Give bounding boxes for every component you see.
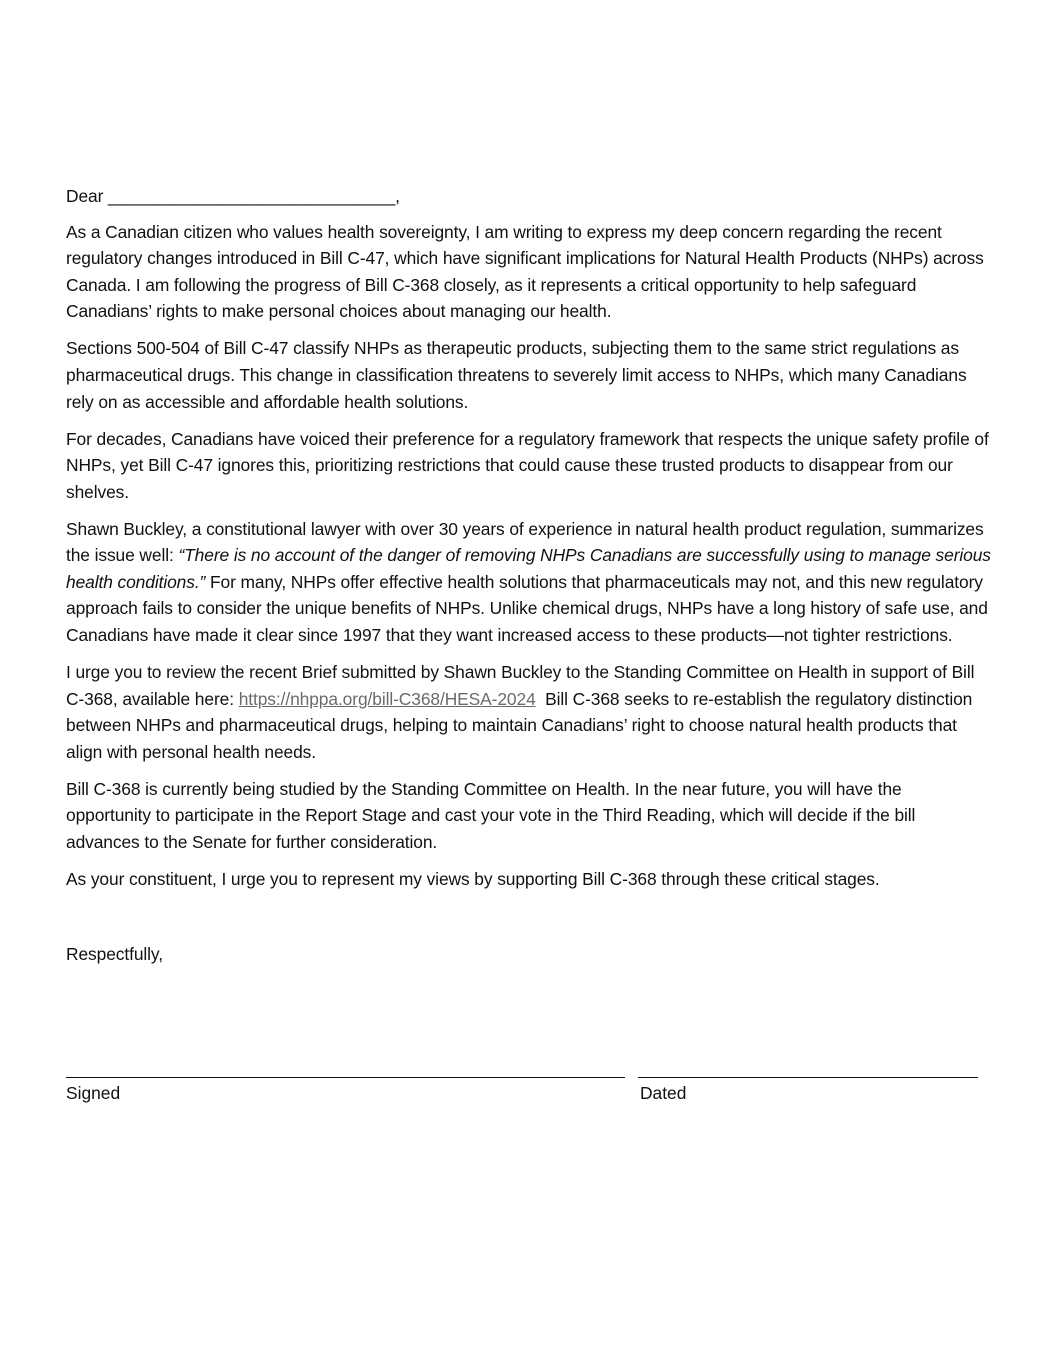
signed-label: Signed: [66, 1083, 121, 1103]
paragraph-brief-text-a: I urge you to review the recent Brief submitted by Shawn Buckley to the Standing Committee on Health in support of Bill C-368, available here:: [66, 662, 975, 709]
signature-line: [66, 1077, 625, 1078]
paragraph-sections: Sections 500-504 of Bill C-47 classify NHPs as therapeutic products, subjecting them to the same strict regulations as pharmaceutical drugs. This change in classification threatens to severely limit access to NHPs, which many Canadians rely on as accessible and affordable health solutions.: [66, 338, 967, 412]
dated-label: Dated: [640, 1083, 687, 1103]
paragraph-buckley: [66, 516, 991, 649]
paragraph-buckley-text-a: Shawn Buckley, a constitutional lawyer with over 30 years of experience in natural health product regulation, summarizes the issue well:: [66, 518, 984, 566]
closing: Respectfully,: [66, 943, 163, 964]
paragraph-intro: As a Canadian citizen who values health sovereignty, I am writing to express my deep concern regarding the recent regulatory changes introduced in Bill C-47, which have significant implications for Natural Health Products (NHPs) across Canada. I am following the progress of Bill C-368 closely, as it represents a critical opportunity to help safeguard Canadians’ rights to make personal choices about managing our health.: [66, 221, 984, 322]
paragraph-buckley-text-b: For many, NHPs offer effective health solutions that pharmaceuticals may not, and this new regulatory approach fails to consider the unique benefits of NHPs. Unlike chemical drugs, NHPs have a long history of safe use, and Canadians have made it clear since 1997 that they want increased access to these products—not tighter restrictions.: [66, 571, 988, 646]
paragraph-committee: Bill C-368 is currently being studied by the Standing Committee on Health. In the near future, you will have the opportunity to participate in the Report Stage and cast your vote in the Third Reading, which will decide if the bill advances to the Senate for further consideration.: [66, 778, 916, 853]
letter-body: [66, 183, 991, 978]
paragraph-constituent: As your constituent, I urge you to represent my views by supporting Bill C-368 through these critical stages.: [66, 869, 880, 889]
brief-link[interactable]: https://nhppa.org/bill-C368/HESA-2024: [238, 688, 536, 709]
buckley-quote: “There is no account of the danger of removing NHPs Canadians are successfully using to manage serious health conditions.”: [66, 545, 991, 592]
paragraph-brief-text-b: Bill C-368 seeks to re-establish the regulatory distinction between NHPs and pharmaceutical drugs, helping to maintain Canadians’ right to choose natural health products that align with personal health needs.: [66, 688, 977, 762]
salutation: Dear ______________________________,: [66, 186, 400, 206]
signature-section: [66, 1069, 991, 1129]
paragraph-decades: For decades, Canadians have voiced their preference for a regulatory framework that respects the unique safety profile of NHPs, yet Bill C-47 ignores this, prioritizing restrictions that could cause these trusted products to disappear from our shelves.: [66, 428, 989, 502]
paragraph-brief: [66, 659, 991, 765]
date-line: [638, 1077, 978, 1078]
